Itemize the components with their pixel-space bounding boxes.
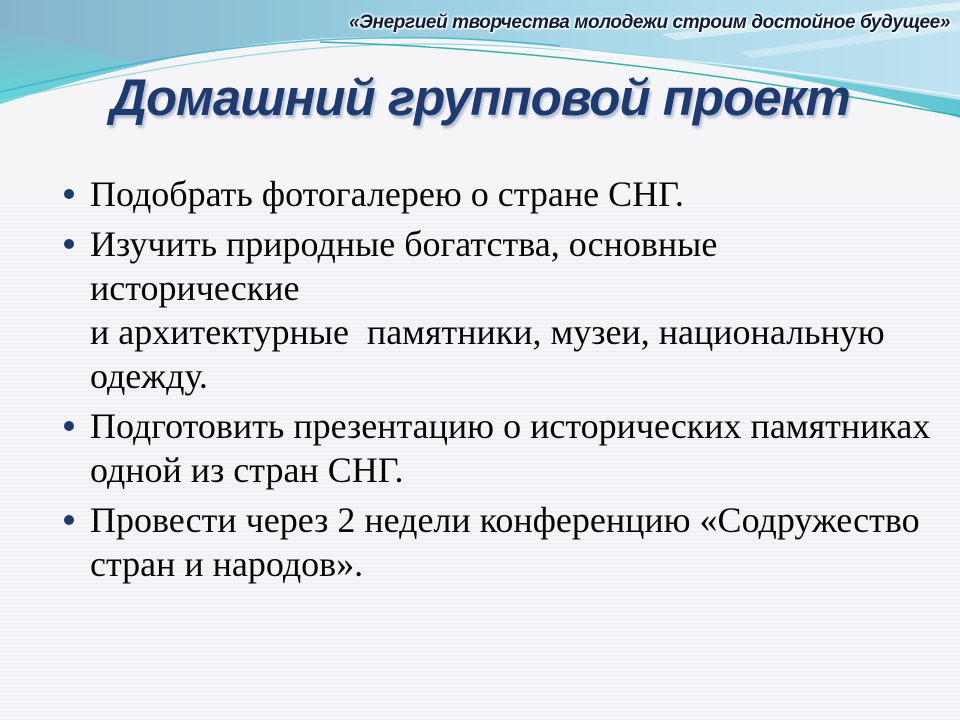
bullet-item xyxy=(62,222,934,398)
bullet-dot-icon xyxy=(64,421,74,431)
bullet-dot-icon xyxy=(64,239,74,249)
bullet-text-line: стран и народов». xyxy=(90,544,364,584)
slide-motto: «Энергией творчества молодежи строим достойное будущее» xyxy=(349,12,950,33)
bullet-text-line: Подготовить презентацию о исторических памятниках xyxy=(90,406,931,446)
bullet-text-line: Подобрать фотогалерею о стране СНГ. xyxy=(90,174,684,214)
bullet-text-line: одежду. xyxy=(90,356,208,396)
bullet-dot-icon xyxy=(64,189,74,199)
bullet-item xyxy=(62,404,934,492)
bullet-list xyxy=(62,172,934,592)
bullet-item xyxy=(62,498,934,586)
bullet-text-line: и архитектурные памятники, музеи, национальную xyxy=(90,312,885,352)
bullet-dot-icon xyxy=(64,515,74,525)
bullet-text-line: Провести через 2 недели конференцию «Содружество xyxy=(90,500,920,540)
bullet-item xyxy=(62,172,934,216)
slide-title: Домашний групповой проект xyxy=(110,69,850,126)
bullet-text-line: одной из стран СНГ. xyxy=(90,450,404,490)
bullet-text-line: Изучить природные богатства, основные исторические xyxy=(90,224,727,308)
